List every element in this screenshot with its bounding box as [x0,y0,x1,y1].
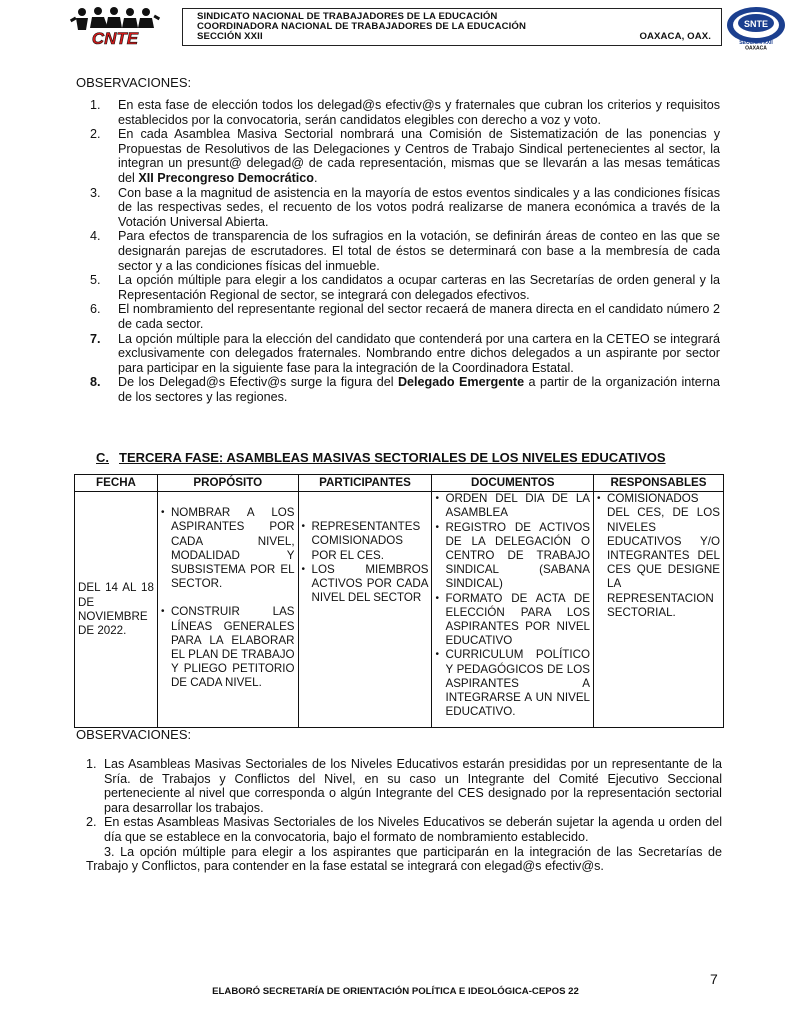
list-item [435,492,590,520]
observaciones-list-2 [86,757,722,874]
fecha-cell [75,492,158,728]
table-row [75,492,724,728]
bullet-icon: • [597,493,601,505]
page-header [68,6,790,50]
item-number: 8. [90,375,101,390]
header-title-box [182,8,722,46]
snte-logo [724,6,788,50]
item-number: 4. [90,229,101,244]
item-number: 3. [90,185,101,200]
page-number: 7 [710,971,718,987]
column-header: RESPONSABLES [594,475,724,492]
list-item [161,605,295,690]
snte-logo-sub: SECCION XXII [739,40,773,46]
item-text [118,375,720,404]
item-text: Las Asambleas Masivas Sectoriales de los Niveles Educativos estarán presididas por un representante de la Sría. de Trabajos y Conflictos del Nivel, en su caso un Integrante del Comité Ejecutivo Seccional perteneciente al nivel que corresponda o algún Integrante del CES designado por la representación sectorial para desarrollar los trabajos. [104,757,722,815]
phase-table [74,474,724,728]
list-item [90,127,720,185]
item-number: 2. [86,815,97,830]
section-letter: C. [96,450,109,465]
bullet-text: REPRESENTANTES COMISIONADOS POR EL CES. [311,520,421,562]
list-item [90,229,720,273]
list-item [597,492,720,620]
bullet-text: REGISTRO DE ACTIVOS DE LA DELEGACIÓN O CENTRO DE TRABAJO SINDICAL (SABANA SINDICAL) [445,520,591,591]
bullet-icon: • [435,649,439,661]
item-text: En estas Asambleas Masivas Sectoriales de los Niveles Educativos se deberán sujetar la agenda u orden del día que se establece en la convocatoria, bajo el formato de nombramiento establecido. [104,815,722,844]
section-heading [96,450,676,465]
responsables-cell [594,492,724,728]
header-section: SECCIÓN XXII [197,31,263,42]
item-number: 6. [90,302,101,317]
bullet-icon: • [435,592,439,604]
cnte-logo-text: CNTE [91,29,139,46]
documentos-cell [432,492,594,728]
column-header: FECHA [75,475,158,492]
item-text-part: a partir de la organización interna de los sectores y las regiones. [118,375,720,404]
bullet-icon: • [435,521,439,533]
section-title: TERCERA FASE: ASAMBLEAS MASIVAS SECTORIALES DE LOS NIVELES EDUCATIVOS [119,450,666,465]
bullet-text: CONSTRUIR LAS LÍNEAS GENERALES PARA LA ELABORAR EL PLAN DE TRABAJO Y PLIEGO PETITORIO DE CADA NIVEL. [170,605,295,690]
snte-logo-sub2: OAXACA [745,45,767,50]
item-text-bold: XII Precongreso Democrático [138,170,314,185]
bullet-text: CURRICULUM POLÍTICO Y PEDAGÓGICOS DE LOS ASPIRANTES A INTEGRARSE A UN NIVEL EDUCATIVO. [445,648,591,719]
bullet-icon: • [301,563,306,575]
item-number: 7. [90,331,101,346]
fecha-text: DEL 14 AL 18 DE NOVIEMBRE DE 2022. [78,581,154,637]
observaciones-list [90,98,720,404]
item-text: Para efectos de transparencia de los sufragios en la votación, se definirán áreas de conteo en las que se designarán parejas de escrutadores. El total de éstos se determinará con base a la membresía de cada sector y a las condiciones físicas del inmueble. [118,229,720,273]
list-item [90,186,720,230]
bullet-text: NOMBRAR A LOS ASPIRANTES POR CADA NIVEL, MODALIDAD Y SUBSISTEMA POR EL SECTOR. [170,506,295,591]
list-item [90,273,720,302]
table-header-row [75,475,724,492]
cnte-logo [68,6,163,46]
list-item [86,815,722,844]
list-item [435,521,590,592]
list-item [90,375,720,404]
list-item [161,506,295,591]
list-item [90,332,720,376]
list-item [302,520,429,563]
header-city: OAXACA, OAX. [639,31,711,42]
list-item [90,302,720,331]
list-item-extra: 3. La opción múltiple para elegir a los aspirantes que participarán en la integración de las Secretarías de Trabajo y Conflictos, para contender en la fase estatal se integrará con elegad@s efectiv@s. [86,844,722,874]
column-header: DOCUMENTOS [432,475,594,492]
item-text-part: En cada Asamblea Masiva Sectorial nombrará una Comisión de Sistematización de las ponencias y Propuestas de Resolutivos de las Delegaciones y Centros de Trabajo Sindical pertenecientes al sector, la integran un presunt@ delegad@ de cada representación, mismas que se llevarán a las mesas temáticas del [118,127,720,185]
list-item [90,98,720,127]
list-item [435,592,590,649]
observaciones-title-2: OBSERVACIONES: [76,727,192,742]
item-text: El nombramiento del representante regional del sector recaerá de manera directa en el candidato número 2 de cada sector. [118,302,720,331]
bullet-icon: • [301,521,306,533]
item-text-bold: Delegado Emergente [397,375,525,390]
column-header: PARTICIPANTES [298,475,432,492]
proposito-cell [157,492,298,728]
item-number: 2. [90,127,101,142]
item-number: 5. [90,273,101,288]
bullet-text: LOS MIEMBROS ACTIVOS POR CADA NIVEL DEL SECTOR [311,562,429,605]
item-text: En esta fase de elección todos los delegad@s efectiv@s y fraternales que cubran los criterios y requisitos establecidos por la convocatoria, serán candidatos elegibles con derecho a voz y voto. [118,98,720,127]
bullet-icon: • [435,493,439,505]
snte-logo-text: SNTE [743,19,769,29]
bullet-icon: • [160,507,165,519]
item-text [118,127,720,185]
item-text: La opción múltiple para la elección del candidato que contenderá por una cartera en la CETEO se integrará exclusivamente con delegados fraternales. Nombrando entre dichos delegados a un aspirante por sector para participar en la siguiente fase para la integración de la Coordinadora Estatal. [118,331,720,375]
bullet-text: FORMATO DE ACTA DE ELECCIÓN PARA LOS ASPIRANTES POR NIVEL EDUCATIVO [445,591,591,648]
item-text-part: De los Delegad@s Efectiv@s surge la figura del [118,375,398,390]
observaciones-title: OBSERVACIONES: [76,75,192,90]
item-text: La opción múltiple para elegir a los candidatos a ocupar carteras en las Secretarías de orden general y la Representación Regional de sector, se integrará con delegados efectivos. [118,273,720,302]
header-line-2: COORDINADORA NACIONAL DE TRABAJADORES DE LA EDUCACIÓN [197,21,527,32]
item-number: 1. [86,757,97,771]
header-line-1: SINDICATO NACIONAL DE TRABAJADORES DE LA EDUCACIÓN [197,11,498,22]
page-footer: ELABORÓ SECRETARÍA DE ORIENTACIÓN POLÍTICA E IDEOLÓGICA-CEPOS 22 [212,986,579,997]
column-header: PROPÓSITO [157,475,298,492]
list-item [302,563,429,606]
list-item [435,648,590,719]
item-text-part: . [314,170,318,185]
item-text: Con base a la magnitud de asistencia en la mayoría de estos eventos sindicales y a las condiciones físicas de las respectivas sedes, el recuento de los votos podrá realizarse de manera económica a través de la Votación Universal Abierta. [118,185,720,229]
list-item [86,757,722,815]
bullet-text: COMISIONADOS DEL CES, DE LOS NIVELES EDUCATIVOS Y/O INTEGRANTES DEL CES QUE DESIGNE LA REPRESENTACION SECTORIAL. [607,492,720,619]
participantes-cell [298,492,432,728]
item-number: 1. [90,98,101,112]
bullet-icon: • [160,606,165,618]
bullet-text: ORDEN DEL DIA DE LA ASAMBLEA [445,492,591,520]
